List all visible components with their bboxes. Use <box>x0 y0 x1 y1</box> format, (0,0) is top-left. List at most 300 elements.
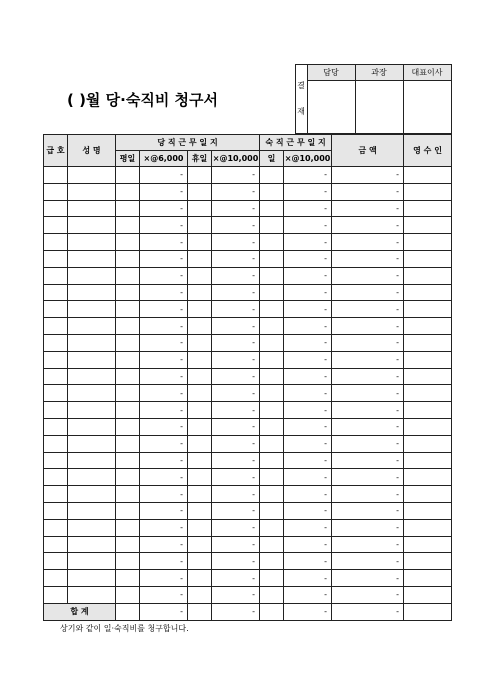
grade-cell[interactable] <box>44 486 68 503</box>
holiday-count-cell[interactable] <box>188 402 212 419</box>
weekday-count-cell[interactable] <box>116 301 140 318</box>
weekday-count-cell[interactable] <box>116 502 140 519</box>
holiday-count-cell[interactable] <box>188 385 212 402</box>
table-row <box>44 519 452 536</box>
table-row <box>44 267 452 284</box>
receipt-cell[interactable] <box>404 284 452 301</box>
holiday-count-cell[interactable] <box>188 267 212 284</box>
night-amount-cell: - <box>284 536 332 553</box>
weekday-count-cell[interactable] <box>116 469 140 486</box>
holiday-amount-cell: - <box>212 284 260 301</box>
holiday-count-cell[interactable] <box>188 167 212 184</box>
grade-cell[interactable] <box>44 301 68 318</box>
col-name: 성 명 <box>68 135 116 167</box>
holiday-count-cell[interactable] <box>188 217 212 234</box>
name-cell[interactable] <box>68 334 116 351</box>
weekday-amount-cell: - <box>140 318 188 335</box>
night-count-cell[interactable] <box>260 368 284 385</box>
table-row <box>44 284 452 301</box>
name-cell[interactable] <box>68 301 116 318</box>
table-row <box>44 402 452 419</box>
total-amount: - <box>332 603 404 620</box>
col-night-day: 일 <box>260 151 284 167</box>
weekday-count-cell[interactable] <box>116 586 140 603</box>
col-holiday-rate: ×@10,000 <box>212 151 260 167</box>
night-count-cell[interactable] <box>260 486 284 503</box>
night-amount-cell: - <box>284 200 332 217</box>
night-count-cell[interactable] <box>260 402 284 419</box>
night-amount-cell: - <box>284 402 332 419</box>
holiday-count-cell[interactable] <box>188 301 212 318</box>
weekday-amount-cell: - <box>140 435 188 452</box>
amount-cell: - <box>332 217 404 234</box>
grade-cell[interactable] <box>44 200 68 217</box>
receipt-cell[interactable] <box>404 267 452 284</box>
name-cell[interactable] <box>68 536 116 553</box>
night-count-cell[interactable] <box>260 435 284 452</box>
weekday-count-cell[interactable] <box>116 570 140 587</box>
name-cell[interactable] <box>68 368 116 385</box>
amount-cell: - <box>332 469 404 486</box>
name-cell[interactable] <box>68 234 116 251</box>
approval-label-bottom: 재 <box>297 107 305 116</box>
table-row <box>44 318 452 335</box>
receipt-cell[interactable] <box>404 486 452 503</box>
name-cell[interactable] <box>68 553 116 570</box>
col-weekday-rate: ×@6,000 <box>140 151 188 167</box>
table-row <box>44 536 452 553</box>
holiday-amount-cell: - <box>212 452 260 469</box>
total-label: 합 계 <box>44 603 116 620</box>
approval-role-manager: 과장 <box>355 65 403 81</box>
receipt-cell[interactable] <box>404 217 452 234</box>
holiday-amount-cell: - <box>212 217 260 234</box>
grade-cell[interactable] <box>44 351 68 368</box>
holiday-amount-cell: - <box>212 351 260 368</box>
night-count-cell[interactable] <box>260 385 284 402</box>
amount-cell: - <box>332 318 404 335</box>
name-cell[interactable] <box>68 250 116 267</box>
weekday-amount-cell: - <box>140 570 188 587</box>
holiday-count-cell[interactable] <box>188 586 212 603</box>
weekday-amount-cell: - <box>140 234 188 251</box>
weekday-count-cell[interactable] <box>116 418 140 435</box>
grade-cell[interactable] <box>44 469 68 486</box>
approval-label-top: 결 <box>297 81 305 90</box>
night-amount-cell: - <box>284 284 332 301</box>
weekday-amount-cell: - <box>140 167 188 184</box>
holiday-amount-cell: - <box>212 553 260 570</box>
holiday-count-cell[interactable] <box>188 418 212 435</box>
amount-cell: - <box>332 486 404 503</box>
grade-cell[interactable] <box>44 553 68 570</box>
table-row <box>44 368 452 385</box>
receipt-cell[interactable] <box>404 452 452 469</box>
weekday-count-cell[interactable] <box>116 334 140 351</box>
night-amount-cell: - <box>284 502 332 519</box>
night-amount-cell: - <box>284 435 332 452</box>
weekday-count-cell[interactable] <box>116 183 140 200</box>
amount-cell: - <box>332 167 404 184</box>
amount-cell: - <box>332 183 404 200</box>
grade-cell[interactable] <box>44 435 68 452</box>
name-cell[interactable] <box>68 318 116 335</box>
total-holiday-cell <box>188 603 212 620</box>
total-holiday-amount: - <box>212 603 260 620</box>
approval-label <box>295 65 307 134</box>
receipt-cell[interactable] <box>404 167 452 184</box>
night-count-cell[interactable] <box>260 469 284 486</box>
night-count-cell[interactable] <box>260 284 284 301</box>
weekday-count-cell[interactable] <box>116 553 140 570</box>
night-count-cell[interactable] <box>260 250 284 267</box>
total-weekday-cell <box>116 603 140 620</box>
amount-cell: - <box>332 368 404 385</box>
weekday-count-cell[interactable] <box>116 385 140 402</box>
table-row <box>44 553 452 570</box>
receipt-cell[interactable] <box>404 234 452 251</box>
night-amount-cell: - <box>284 570 332 587</box>
holiday-amount-cell: - <box>212 536 260 553</box>
amount-cell: - <box>332 334 404 351</box>
table-row <box>44 418 452 435</box>
grade-cell[interactable] <box>44 402 68 419</box>
receipt-cell[interactable] <box>404 570 452 587</box>
night-count-cell[interactable] <box>260 502 284 519</box>
night-amount-cell: - <box>284 553 332 570</box>
holiday-count-cell[interactable] <box>188 553 212 570</box>
total-night-amount: - <box>284 603 332 620</box>
receipt-cell[interactable] <box>404 469 452 486</box>
weekday-count-cell[interactable] <box>116 452 140 469</box>
weekday-count-cell[interactable] <box>116 284 140 301</box>
receipt-cell[interactable] <box>404 418 452 435</box>
receipt-cell[interactable] <box>404 250 452 267</box>
grade-cell[interactable] <box>44 368 68 385</box>
weekday-count-cell[interactable] <box>116 200 140 217</box>
grade-cell[interactable] <box>44 250 68 267</box>
amount-cell: - <box>332 250 404 267</box>
duty-table <box>43 134 452 621</box>
name-cell[interactable] <box>68 167 116 184</box>
holiday-count-cell[interactable] <box>188 435 212 452</box>
holiday-amount-cell: - <box>212 334 260 351</box>
weekday-amount-cell: - <box>140 368 188 385</box>
document-title: ( )월 당·숙직비 청구서 <box>43 65 295 134</box>
table-row <box>44 334 452 351</box>
approval-sign-staff[interactable] <box>307 81 355 134</box>
grade-cell[interactable] <box>44 536 68 553</box>
receipt-cell[interactable] <box>404 385 452 402</box>
name-cell[interactable] <box>68 435 116 452</box>
holiday-amount-cell: - <box>212 200 260 217</box>
name-cell[interactable] <box>68 486 116 503</box>
amount-cell: - <box>332 502 404 519</box>
footer-note: 상기와 같이 일·숙직비를 청구합니다. <box>60 624 189 633</box>
night-count-cell[interactable] <box>260 418 284 435</box>
name-cell[interactable] <box>68 385 116 402</box>
weekday-amount-cell: - <box>140 217 188 234</box>
night-amount-cell: - <box>284 469 332 486</box>
night-amount-cell: - <box>284 301 332 318</box>
amount-cell: - <box>332 284 404 301</box>
night-amount-cell: - <box>284 385 332 402</box>
holiday-count-cell[interactable] <box>188 486 212 503</box>
name-cell[interactable] <box>68 519 116 536</box>
holiday-amount-cell: - <box>212 234 260 251</box>
weekday-count-cell[interactable] <box>116 217 140 234</box>
total-receipt <box>404 603 452 620</box>
weekday-amount-cell: - <box>140 200 188 217</box>
receipt-cell[interactable] <box>404 351 452 368</box>
amount-cell: - <box>332 519 404 536</box>
weekday-amount-cell: - <box>140 553 188 570</box>
col-night-duty: 숙 직 근 무 일 지 <box>260 135 332 151</box>
amount-cell: - <box>332 452 404 469</box>
approval-sign-manager[interactable] <box>355 81 403 134</box>
name-cell[interactable] <box>68 570 116 587</box>
night-amount-cell: - <box>284 418 332 435</box>
table-row <box>44 200 452 217</box>
name-cell[interactable] <box>68 217 116 234</box>
weekday-amount-cell: - <box>140 267 188 284</box>
amount-cell: - <box>332 267 404 284</box>
receipt-cell[interactable] <box>404 502 452 519</box>
holiday-count-cell[interactable] <box>188 502 212 519</box>
weekday-amount-cell: - <box>140 418 188 435</box>
receipt-cell[interactable] <box>404 586 452 603</box>
name-cell[interactable] <box>68 267 116 284</box>
holiday-count-cell[interactable] <box>188 234 212 251</box>
holiday-count-cell[interactable] <box>188 318 212 335</box>
night-amount-cell: - <box>284 351 332 368</box>
amount-cell: - <box>332 418 404 435</box>
holiday-amount-cell: - <box>212 418 260 435</box>
receipt-cell[interactable] <box>404 200 452 217</box>
weekday-count-cell[interactable] <box>116 234 140 251</box>
name-cell[interactable] <box>68 418 116 435</box>
weekday-amount-cell: - <box>140 452 188 469</box>
holiday-amount-cell: - <box>212 519 260 536</box>
holiday-amount-cell: - <box>212 469 260 486</box>
night-count-cell[interactable] <box>260 183 284 200</box>
night-count-cell[interactable] <box>260 301 284 318</box>
holiday-amount-cell: - <box>212 502 260 519</box>
night-count-cell[interactable] <box>260 267 284 284</box>
night-count-cell[interactable] <box>260 318 284 335</box>
weekday-count-cell[interactable] <box>116 486 140 503</box>
weekday-amount-cell: - <box>140 334 188 351</box>
amount-cell: - <box>332 435 404 452</box>
weekday-count-cell[interactable] <box>116 402 140 419</box>
night-amount-cell: - <box>284 183 332 200</box>
grade-cell[interactable] <box>44 570 68 587</box>
col-holiday: 휴일 <box>188 151 212 167</box>
grade-cell[interactable] <box>44 318 68 335</box>
grade-cell[interactable] <box>44 183 68 200</box>
holiday-amount-cell: - <box>212 570 260 587</box>
weekday-amount-cell: - <box>140 183 188 200</box>
grade-cell[interactable] <box>44 334 68 351</box>
approval-role-ceo: 대표이사 <box>403 65 451 81</box>
name-cell[interactable] <box>68 351 116 368</box>
total-row <box>44 603 452 620</box>
name-cell[interactable] <box>68 452 116 469</box>
holiday-amount-cell: - <box>212 167 260 184</box>
night-count-cell[interactable] <box>260 553 284 570</box>
grade-cell[interactable] <box>44 452 68 469</box>
name-cell[interactable] <box>68 402 116 419</box>
weekday-amount-cell: - <box>140 469 188 486</box>
grade-cell[interactable] <box>44 418 68 435</box>
weekday-amount-cell: - <box>140 486 188 503</box>
night-count-cell[interactable] <box>260 536 284 553</box>
grade-cell[interactable] <box>44 284 68 301</box>
name-cell[interactable] <box>68 469 116 486</box>
weekday-count-cell[interactable] <box>116 435 140 452</box>
grade-cell[interactable] <box>44 519 68 536</box>
night-amount-cell: - <box>284 250 332 267</box>
grade-cell[interactable] <box>44 502 68 519</box>
night-amount-cell: - <box>284 586 332 603</box>
amount-cell: - <box>332 301 404 318</box>
night-count-cell[interactable] <box>260 234 284 251</box>
night-count-cell[interactable] <box>260 167 284 184</box>
col-weekday: 평일 <box>116 151 140 167</box>
table-body <box>44 167 452 604</box>
holiday-count-cell[interactable] <box>188 519 212 536</box>
amount-cell: - <box>332 385 404 402</box>
weekday-count-cell[interactable] <box>116 267 140 284</box>
night-amount-cell: - <box>284 334 332 351</box>
holiday-count-cell[interactable] <box>188 351 212 368</box>
night-count-cell[interactable] <box>260 200 284 217</box>
holiday-count-cell[interactable] <box>188 570 212 587</box>
receipt-cell[interactable] <box>404 334 452 351</box>
holiday-amount-cell: - <box>212 385 260 402</box>
night-amount-cell: - <box>284 167 332 184</box>
claim-form <box>43 64 451 621</box>
grade-cell[interactable] <box>44 234 68 251</box>
receipt-cell[interactable] <box>404 318 452 335</box>
holiday-count-cell[interactable] <box>188 183 212 200</box>
table-row <box>44 167 452 184</box>
approval-role-staff: 담당 <box>307 65 355 81</box>
holiday-count-cell[interactable] <box>188 536 212 553</box>
col-receipt: 영 수 인 <box>404 135 452 167</box>
weekday-count-cell[interactable] <box>116 250 140 267</box>
holiday-amount-cell: - <box>212 267 260 284</box>
night-amount-cell: - <box>284 452 332 469</box>
holiday-count-cell[interactable] <box>188 200 212 217</box>
night-amount-cell: - <box>284 519 332 536</box>
holiday-amount-cell: - <box>212 183 260 200</box>
weekday-amount-cell: - <box>140 351 188 368</box>
amount-cell: - <box>332 234 404 251</box>
holiday-count-cell[interactable] <box>188 250 212 267</box>
name-cell[interactable] <box>68 586 116 603</box>
name-cell[interactable] <box>68 200 116 217</box>
amount-cell: - <box>332 553 404 570</box>
receipt-cell[interactable] <box>404 368 452 385</box>
night-count-cell[interactable] <box>260 586 284 603</box>
weekday-amount-cell: - <box>140 519 188 536</box>
total-night-cell <box>260 603 284 620</box>
col-day-duty: 당 직 근 무 일 지 <box>116 135 260 151</box>
night-count-cell[interactable] <box>260 452 284 469</box>
total-weekday-amount: - <box>140 603 188 620</box>
grade-cell[interactable] <box>44 586 68 603</box>
receipt-cell[interactable] <box>404 402 452 419</box>
night-amount-cell: - <box>284 267 332 284</box>
grade-cell[interactable] <box>44 217 68 234</box>
night-amount-cell: - <box>284 234 332 251</box>
holiday-count-cell[interactable] <box>188 368 212 385</box>
table-row <box>44 586 452 603</box>
amount-cell: - <box>332 402 404 419</box>
holiday-count-cell[interactable] <box>188 334 212 351</box>
night-count-cell[interactable] <box>260 334 284 351</box>
holiday-count-cell[interactable] <box>188 469 212 486</box>
approval-sign-ceo[interactable] <box>403 81 451 134</box>
weekday-count-cell[interactable] <box>116 519 140 536</box>
amount-cell: - <box>332 586 404 603</box>
name-cell[interactable] <box>68 284 116 301</box>
receipt-cell[interactable] <box>404 553 452 570</box>
night-amount-cell: - <box>284 318 332 335</box>
night-amount-cell: - <box>284 368 332 385</box>
receipt-cell[interactable] <box>404 183 452 200</box>
amount-cell: - <box>332 200 404 217</box>
name-cell[interactable] <box>68 183 116 200</box>
weekday-amount-cell: - <box>140 301 188 318</box>
grade-cell[interactable] <box>44 385 68 402</box>
receipt-cell[interactable] <box>404 435 452 452</box>
grade-cell[interactable] <box>44 267 68 284</box>
grade-cell[interactable] <box>44 167 68 184</box>
weekday-amount-cell: - <box>140 402 188 419</box>
weekday-count-cell[interactable] <box>116 368 140 385</box>
holiday-amount-cell: - <box>212 435 260 452</box>
table-row <box>44 452 452 469</box>
holiday-amount-cell: - <box>212 301 260 318</box>
night-count-cell[interactable] <box>260 217 284 234</box>
table-row <box>44 234 452 251</box>
weekday-count-cell[interactable] <box>116 167 140 184</box>
night-count-cell[interactable] <box>260 519 284 536</box>
table-row <box>44 250 452 267</box>
holiday-amount-cell: - <box>212 486 260 503</box>
night-count-cell[interactable] <box>260 570 284 587</box>
amount-cell: - <box>332 536 404 553</box>
holiday-amount-cell: - <box>212 318 260 335</box>
holiday-amount-cell: - <box>212 368 260 385</box>
weekday-count-cell[interactable] <box>116 351 140 368</box>
receipt-cell[interactable] <box>404 519 452 536</box>
night-count-cell[interactable] <box>260 351 284 368</box>
weekday-count-cell[interactable] <box>116 536 140 553</box>
name-cell[interactable] <box>68 502 116 519</box>
holiday-count-cell[interactable] <box>188 284 212 301</box>
weekday-amount-cell: - <box>140 250 188 267</box>
amount-cell: - <box>332 570 404 587</box>
table-row <box>44 385 452 402</box>
receipt-cell[interactable] <box>404 301 452 318</box>
holiday-count-cell[interactable] <box>188 452 212 469</box>
receipt-cell[interactable] <box>404 536 452 553</box>
weekday-count-cell[interactable] <box>116 318 140 335</box>
weekday-amount-cell: - <box>140 586 188 603</box>
